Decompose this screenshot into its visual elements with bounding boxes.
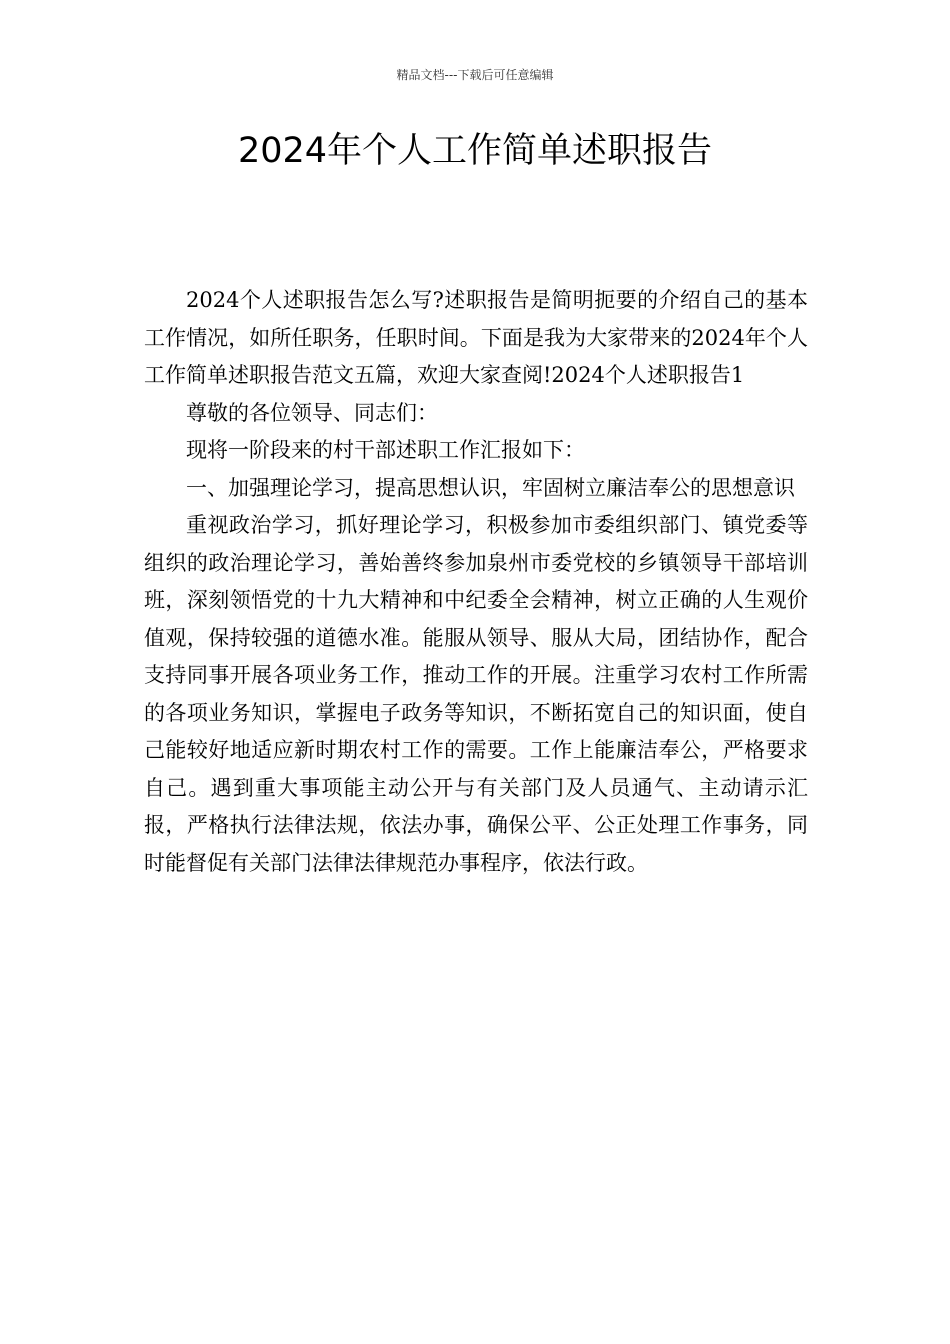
paragraph-intro: 2024个人述职报告怎么写?述职报告是简明扼要的介绍自己的基本工作情况，如所任职务，任职时间。下面是我为大家带来的2024年个人工作简单述职报告范文五篇，欢迎大家查阅!2024个人述职报告1 xyxy=(144,288,808,387)
document-body xyxy=(144,282,808,882)
paragraph-salutation: 尊敬的各位领导、同志们： xyxy=(186,400,438,425)
paragraph-body-1: 重视政治学习，抓好理论学习，积极参加市委组织部门、镇党委等组织的政治理论学习，善始善终参加泉州市委党校的乡镇领导干部培训班，深刻领悟党的十九大精神和中纪委全会精神，树立正确的人生观价值观，保持较强的道德水准。能服从领导、服从大局，团结协作，配合支持同事开展各项业务工作，推动工作的开展。注重学习农村工作所需的各项业务知识，掌握电子政务等知识，不断拓宽自己的知识面，使自己能较好地适应新时期农村工作的需要。工作上能廉洁奉公，严格要求自己。遇到重大事项能主动公开与有关部门及人员通气、主动请示汇报，严格执行法律法规，依法办事，确保公平、公正处理工作事务，同时能督促有关部门法律法律规范办事程序，依法行政。 xyxy=(144,513,808,875)
paragraph-heading-1: 一、加强理论学习，提高思想认识，牢固树立廉洁奉公的思想意识 xyxy=(186,475,795,500)
document-title: 2024年个人工作简单述职报告 xyxy=(237,131,713,171)
header-note: 精品文档---下载后可任意编辑 xyxy=(396,68,554,82)
paragraph-lead: 现将一阶段来的村干部述职工作汇报如下： xyxy=(186,438,585,462)
